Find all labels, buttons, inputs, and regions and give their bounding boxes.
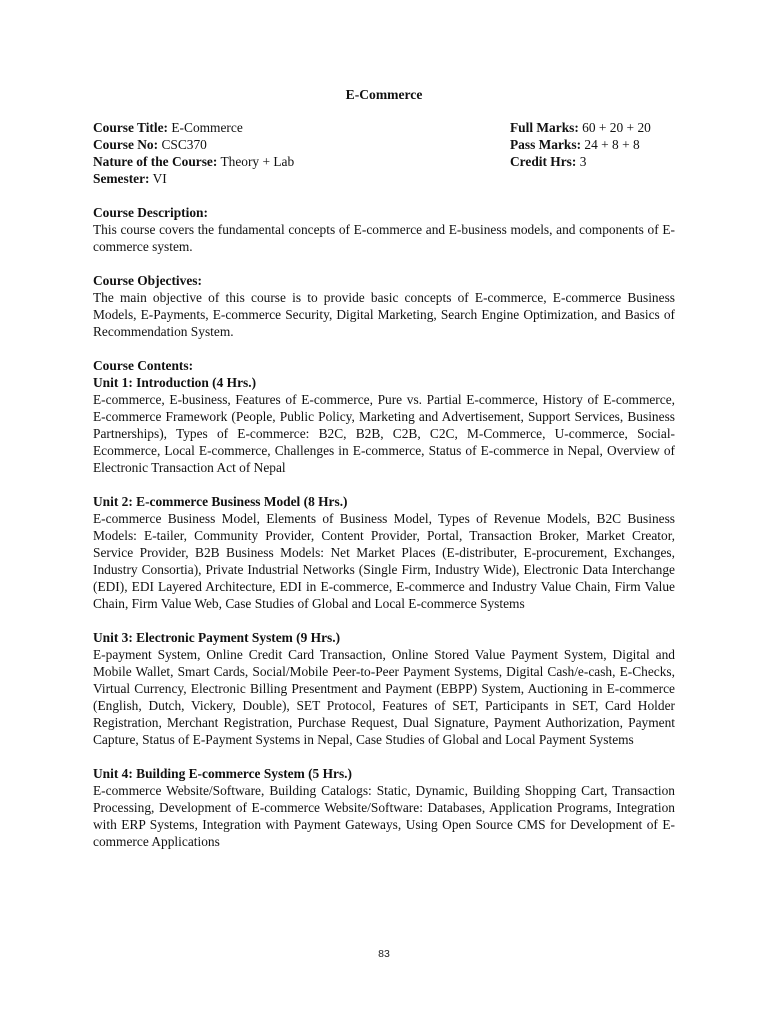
course-nature-label: Nature of the Course: [93,154,218,169]
course-description-section [93,204,675,255]
credit-hrs-row [510,153,651,170]
course-objectives-text: The main objective of this course is to provide basic concepts of E-commerce, E-commerce Business Models, E-Payments, E-commerce Security, Digital Marketing, Search Engine Optimization, and Basics of Recommendation System. [93,290,675,339]
course-no-value: CSC370 [161,137,207,152]
course-meta-right [510,119,651,170]
unit-2-text: E-commerce Business Model, Elements of Business Model, Types of Revenue Models, B2C Business Models: E-tailer, Community Provider, Content Provider, Portal, Transaction Broker, Market Creator, Service Provider, B2B Business Models: Net Market Places (E-distributer, E-procurement, Exchanges, Industry Consortia), Private Industrial Networks (Single Firm, Industry Wide), Electronic Data Interchange (EDI), EDI Layered Architecture, EDI in E-commerce, E-commerce and Industry Value Chain, Firm Value Chain, Firm Value Web, Case Studies of Global and Local E-commerce Systems [93,511,675,611]
course-meta-left [93,119,294,187]
unit-4-heading: Unit 4: Building E-commerce System (5 Hrs.) [93,766,352,781]
semester-label: Semester: [93,171,150,186]
course-objectives-section [93,272,675,340]
pass-marks-label: Pass Marks: [510,137,582,152]
full-marks-value: 60 + 20 + 20 [582,120,651,135]
course-description-heading: Course Description: [93,205,208,220]
unit-3-section [93,629,675,748]
pass-marks-row [510,136,651,153]
course-title-value: E-Commerce [171,120,243,135]
unit-4-text: E-commerce Website/Software, Building Catalogs: Static, Dynamic, Building Shopping Cart, Transaction Processing, Development of E-commerce Website/Software: Databases, Application Programs, Integration with ERP Systems, Integration with Payment Gateways, Using Open Source CMS for Development of E-commerce Applications [93,783,675,849]
course-description-text: This course covers the fundamental concepts of E-commerce and E-business models, and components of E-commerce system. [93,222,675,254]
full-marks-row [510,119,651,136]
full-marks-label: Full Marks: [510,120,579,135]
credit-hrs-label: Credit Hrs: [510,154,577,169]
unit-1-heading: Unit 1: Introduction (4 Hrs.) [93,375,257,390]
document-title: E-Commerce [345,87,423,102]
course-objectives-heading: Course Objectives: [93,273,202,288]
unit-2-section [93,493,675,612]
unit-3-text: E-payment System, Online Credit Card Transaction, Online Stored Value Payment System, Digital and Mobile Wallet, Smart Cards, Social/Mobile Peer-to-Peer Payment Systems, Digital Cash/e-cash, E-Checks, Virtual Currency, Electronic Billing Presentment and Payment (EBPP) System, Auctioning in E-commerce (English, Dutch, Vickery, Double), SET Protocol, Features of SET, Participants in SET, Card Holder Registration, Merchant Registration, Purchase Request, Dual Signature, Payment Authorization, Payment Capture, Status of E-Payment Systems in Nepal, Case Studies of Global and Local Payment Systems [93,647,675,747]
pass-marks-value: 24 + 8 + 8 [584,137,640,152]
course-nature-row [93,153,294,170]
credit-hrs-value: 3 [579,154,587,169]
course-contents-section [93,357,675,850]
course-meta [93,119,675,187]
unit-3-heading: Unit 3: Electronic Payment System (9 Hrs.) [93,630,341,645]
semester-row [93,170,294,187]
course-title-row [93,119,294,136]
unit-1-section [93,374,675,476]
unit-1-text: E-commerce, E-business, Features of E-commerce, Pure vs. Partial E-commerce, History of E-commerce, E-commerce Framework (People, Public Policy, Marketing and Advertisement, Support Services, Business Partnerships), Types of E-commerce: B2C, B2B, C2B, C2C, M-Commerce, U-commerce, Social-Ecommerce, Local E-commerce, Challenges in E-commerce, Status of E-commerce in Nepal, Overview of Electronic Transaction Act of Nepal [93,392,675,475]
course-no-row [93,136,294,153]
course-title-label: Course Title: [93,120,169,135]
course-contents-heading: Course Contents: [93,358,194,373]
unit-4-section [93,765,675,850]
page-number: 83 [378,948,390,960]
semester-value: VI [152,171,167,186]
course-no-label: Course No: [93,137,159,152]
document-page [93,86,675,867]
unit-2-heading: Unit 2: E-commerce Business Model (8 Hrs.) [93,494,348,509]
course-nature-value: Theory + Lab [220,154,295,169]
